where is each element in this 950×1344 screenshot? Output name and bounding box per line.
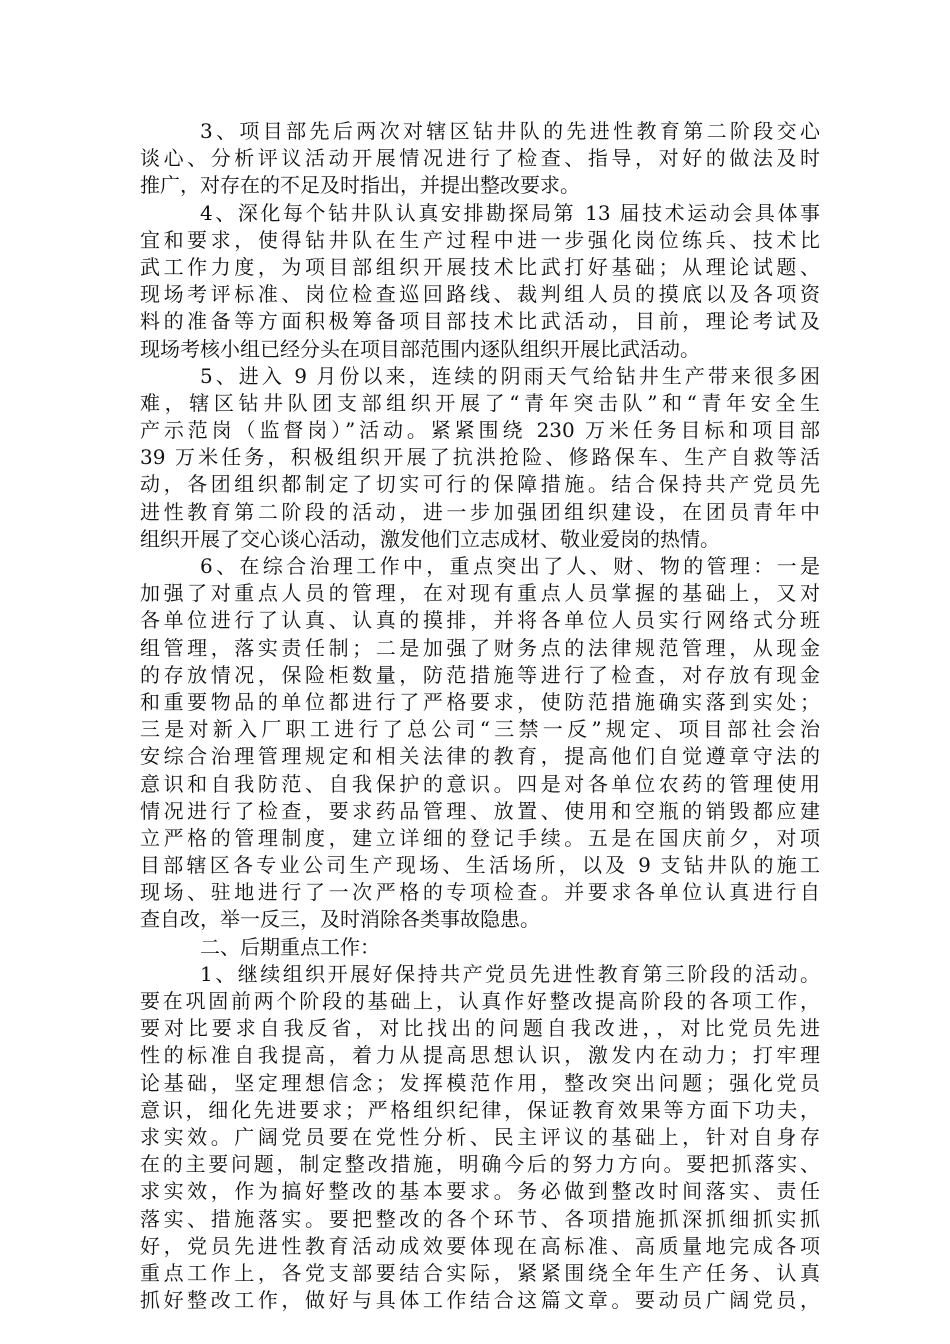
text-line: 推广，对存在的不足及时指出，并提出整改要求。 [140,173,580,198]
text-line: 好，党员先进性教育活动成效要体现在高标准、高质量地完成各项 [140,1233,820,1258]
text-line: 组织开展了交心谈心活动，激发他们立志成材、敬业爱岗的热情。 [140,526,720,551]
text-line: 在的主要问题，制定整改措施，明确今后的努力方向。要把抓落实、 [140,1152,820,1177]
text-line: 安综合治理管理规定和相关法律的教育，提高他们自觉遵章守法的 [140,744,820,769]
text-line: 难，辖区钻井队团支部组织开展了“青年突击队”和“青年安全生 [140,390,820,415]
text-line: 重点工作上，各党支部要结合实际，紧紧围绕全年生产任务、认真 [140,1260,820,1285]
paragraph [140,200,820,363]
text-line: 料的准备等方面积极筹备项目部技术比武活动，目前，理论考试及 [140,309,820,334]
text-line: 1、继续组织开展好保持共产党员先进性教育第三阶段的活动。 [200,961,820,986]
text-line: 武工作力度，为项目部组织开展技术比武打好基础；从理论试题、 [140,254,820,279]
text-line: 现场考核小组已经分头在项目部范围内逐队组织开展比武活动。 [140,336,700,361]
text-line: 落实、措施落实。要把整改的各个环节、各项措施抓深抓细抓实抓 [140,1206,820,1231]
text-line: 求实效，作为搞好整改的基本要求。务必做到整改时间落实、责任 [140,1179,820,1204]
document-body [140,118,820,1314]
text-line: 进性教育第二阶段的活动，进一步加强团组织建设，在团员青年中 [140,499,820,524]
text-line: 各单位进行了认真、认真的摸排，并将各单位人员实行网络式分班 [140,608,820,633]
text-line: 和重要物品的单位都进行了严格要求，使防范措施确实落到实处； [140,689,820,714]
text-line: 动，各团组织都制定了切实可行的保障措施。结合保持共产党员先 [140,472,820,497]
text-line: 组管理，落实责任制；二是加强了财务点的法律规范管理，从现金 [140,635,820,660]
text-line: 要在巩固前两个阶段的基础上，认真作好整改提高阶段的各项工作， [140,989,820,1013]
text-line: 论基础，坚定理想信念；发挥模范作用，整改突出问题；强化党员 [140,1070,820,1095]
paragraph [140,961,820,1314]
text-line: 三是对新入厂职工进行了总公司“三禁一反”规定、项目部社会治 [140,717,820,742]
text-line: 3、项目部先后两次对辖区钻井队的先进性教育第二阶段交心 [200,119,820,143]
text-line: 意识，细化先进要求；严格组织纪律，保证教育效果等方面下功夫， [140,1097,820,1122]
text-line: 求实效。广阔党员要在党性分析、民主评议的基础上，针对自身存 [140,1124,820,1149]
text-line: 4、深化每个钻井队认真安排勘探局第 13 届技术运动会具体事 [200,200,820,225]
text-line: 立严格的管理制度，建立详细的登记手续。五是在国庆前夕，对项 [140,825,820,850]
text-line: 加强了对重点人员的管理，在对现有重点人员掌握的基础上，又对 [140,581,820,606]
text-line: 5、进入 9 月份以来，连续的阴雨天气给钻井生产带来很多困 [200,363,820,388]
paragraph [140,118,820,200]
text-line: 现场、驻地进行了一次严格的专项检查。并要求各单位认真进行自 [140,880,820,905]
text-line: 情况进行了检查，要求药品管理、放置、使用和空瓶的销毁都应建 [140,798,820,823]
text-line: 产示范岗（监督岗）”活动。紧紧围绕 230 万米任务目标和项目部 [140,418,820,443]
text-line: 的存放情况，保险柜数量，防范措施等进行了检查，对存放有现金 [140,662,820,687]
text-line: 39 万米任务，积极组织开展了抗洪抢险、修路保车、生产自救等活 [140,445,820,470]
text-line: 二、后期重点工作： [200,934,380,959]
text-line: 要对比要求自我反省，对比找出的问题自我改进，，对比党员先进 [140,1016,820,1041]
text-line: 目部辖区各专业公司生产现场、生活场所，以及 9 支钻井队的施工 [140,853,820,878]
text-line: 性的标准自我提高，着力从提高思想认识，激发内在动力；打牢理 [140,1043,820,1068]
text-line: 宜和要求，使得钻井队在生产过程中进一步强化岗位练兵、技术比 [140,227,820,252]
text-line: 6、在综合治理工作中，重点突出了人、财、物的管理：一是 [200,554,820,578]
paragraph [140,363,820,553]
text-line: 现场考评标准、岗位检查巡回路线、裁判组人员的摸底以及各项资 [140,282,820,307]
text-line: 谈心、分析评议活动开展情况进行了检查、指导，对好的做法及时 [140,146,820,171]
text-line: 意识和自我防范、自我保护的意识。四是对各单位农药的管理使用 [140,771,820,796]
text-line: 抓好整改工作，做好与具体工作结合这篇文章。要动员广阔党员， [140,1288,820,1313]
section-heading [140,934,820,961]
text-line: 查自改，举一反三，及时消除各类事故隐患。 [140,907,540,932]
paragraph [140,553,820,934]
